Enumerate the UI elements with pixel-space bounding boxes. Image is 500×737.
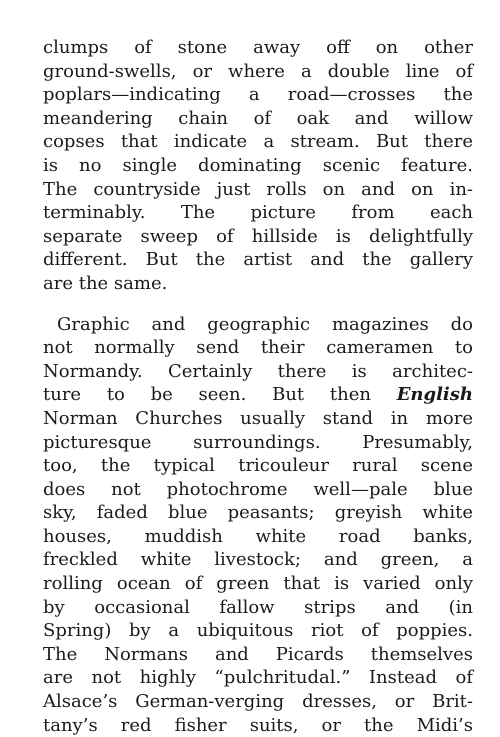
text-line: copses that indicate a stream. But there [43, 131, 473, 153]
text-line: is no single dominating scenic feature. [43, 154, 473, 176]
text-line: sky, faded blue peasants; greyish white [43, 502, 473, 524]
text-line: The countryside just rolls on and on in- [43, 178, 473, 200]
paragraph-countryside [43, 36, 473, 296]
text-line: terminably. The picture from each [43, 202, 473, 224]
text-line: ground-swells, or where a double line of [43, 60, 473, 82]
text-line: are not highly “pulchritudal.” Instead of [43, 667, 473, 689]
text-line: Norman Churches usually stand in more [43, 407, 473, 429]
text-line: picturesque surroundings. Presumably, [43, 431, 473, 453]
text-line: The Normans and Picards themselves [43, 643, 473, 665]
text-line: Normandy. Certainly there is architec- [43, 360, 473, 382]
text-line: meandering chain of oak and willow [43, 107, 473, 129]
text-line: Graphic and geographic magazines do [57, 313, 473, 335]
text-line: separate sweep of hillside is delightfully [43, 225, 473, 247]
text-fragment: ture to be seen. But then [43, 384, 371, 406]
text-line: too, the typical tricouleur rural scene [43, 455, 473, 477]
article-text-column [43, 36, 473, 737]
text-line: not normally send their cameramen to [43, 337, 473, 359]
text-line: Alsace’s German-verging dresses, or Brit- [43, 691, 473, 713]
text-line: tany’s red fisher suits, or the Midi’s [43, 714, 473, 736]
text-line: houses, muddish white road banks, [43, 525, 473, 547]
text-line [43, 383, 473, 407]
text-line: Spring) by a ubiquitous riot of poppies. [43, 620, 473, 642]
italic-word: English [396, 384, 473, 406]
text-line: rolling ocean of green that is varied only [43, 573, 473, 595]
text-line: are the same. [43, 272, 168, 294]
text-line: does not photochrome well—pale blue [43, 478, 473, 500]
paragraph-magazines [43, 313, 473, 737]
text-line: clumps of stone away off on other [43, 37, 473, 58]
text-line: poplars—indicating a road—crosses the [43, 84, 473, 106]
text-line: freckled white livestock; and green, a [43, 549, 473, 571]
text-line: by occasional fallow strips and (in [43, 596, 473, 618]
text-line: different. But the artist and the gallery [43, 249, 473, 271]
